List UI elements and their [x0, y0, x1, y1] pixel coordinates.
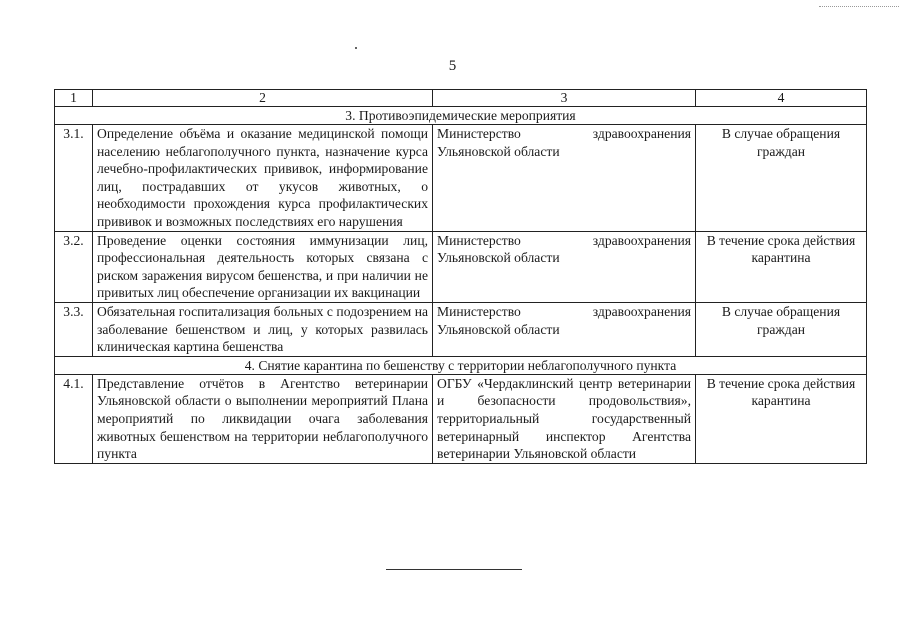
responsible-cell: Министерство здравоохранения Ульяновской области [433, 302, 696, 356]
section-title: 4. Снятие карантина по бешенству с территории неблагополучного пункта [55, 356, 867, 374]
responsible-cell: ОГБУ «Чердаклинский центр ветеринарии и безопасности продовольствия», территориальный государственный ветеринарный инспектор Агентства ветеринарии Ульяновской области [433, 374, 696, 463]
table-row [55, 231, 867, 302]
term-cell: В случае обращения граждан [696, 302, 867, 356]
section-title: 3. Противоэпидемические мероприятия [55, 107, 867, 125]
term-cell: В течение срока действия карантина [696, 374, 867, 463]
row-number: 4.1. [55, 374, 93, 463]
responsible-cell: Министерство здравоохранения Ульяновской области [433, 231, 696, 302]
table-row [55, 374, 867, 463]
row-number: 3.1. [55, 125, 93, 232]
column-number-1: 1 [55, 90, 93, 107]
activity-cell: Определение объёма и оказание медицинской помощи населению неблагополучного пункта, назначение курса лечебно-профилактических прививок, информирование лиц, пострадавших от укусов животных, о необходимости прохождения курса профилактических прививок и возможных последствиях его нарушения [93, 125, 433, 232]
scan-artifact-dot [355, 47, 357, 49]
activity-cell: Представление отчётов в Агентство ветеринарии Ульяновской области о выполнении мероприятий Плана мероприятий по ликвидации очага заболевания животных бешенством на территории неблагополучного пункта [93, 374, 433, 463]
end-of-document-line [386, 569, 522, 570]
column-number-4: 4 [696, 90, 867, 107]
term-cell: В течение срока действия карантина [696, 231, 867, 302]
row-number: 3.2. [55, 231, 93, 302]
page-number: 5 [448, 58, 457, 74]
activity-cell: Проведение оценки состояния иммунизации лиц, профессиональная деятельность которых связана с риском заражения вирусом бешенства, и при наличии не привитых лиц обеспечение организации их вакцинации [93, 231, 433, 302]
row-number: 3.3. [55, 302, 93, 356]
column-number-row [55, 90, 867, 107]
responsible-cell: Министерство здравоохранения Ульяновской области [433, 125, 696, 232]
measures-table [54, 89, 867, 464]
column-number-2: 2 [93, 90, 433, 107]
activity-cell: Обязательная госпитализация больных с подозрением на заболевание бешенством и лиц, у которых развилась клиническая картина бешенства [93, 302, 433, 356]
table-row [55, 302, 867, 356]
table-row [55, 125, 867, 232]
scan-artifact-dashes [819, 6, 899, 8]
term-cell: В случае обращения граждан [696, 125, 867, 232]
section-row [55, 107, 867, 125]
section-row [55, 356, 867, 374]
column-number-3: 3 [433, 90, 696, 107]
